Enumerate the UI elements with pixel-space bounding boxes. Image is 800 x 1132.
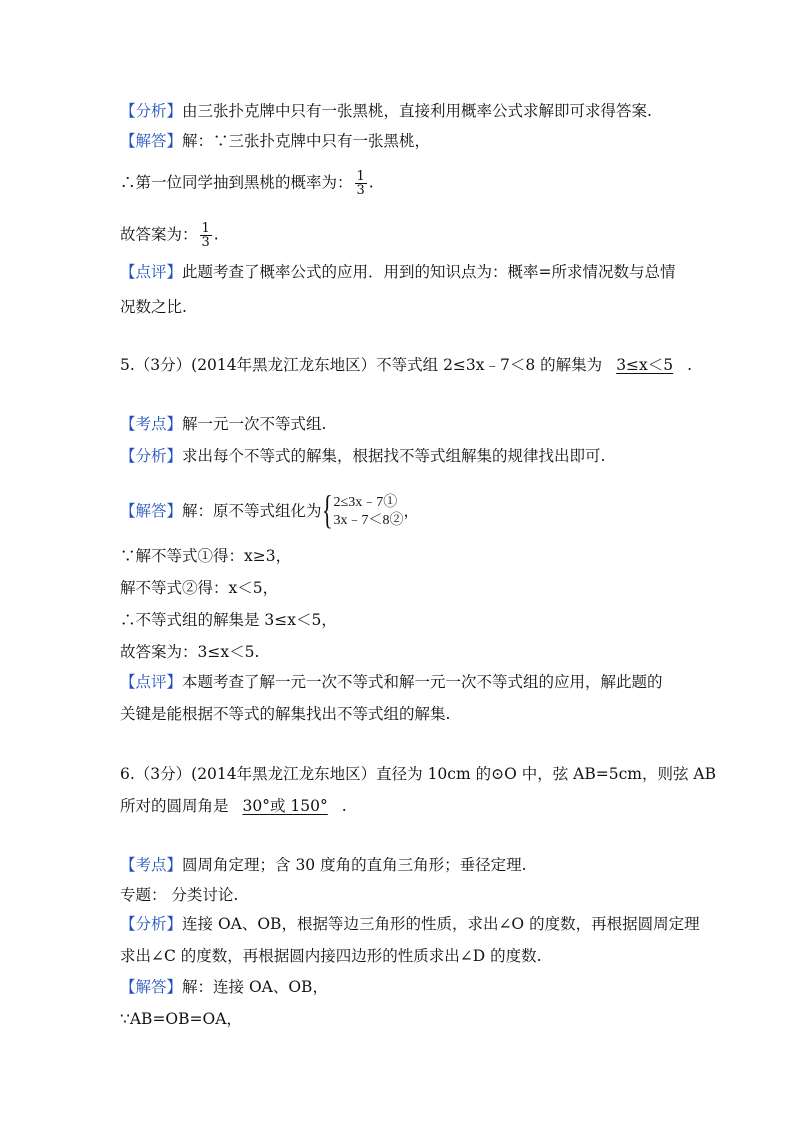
q5-comment-line2: 关键是能根据不等式的解集找出不等式组的解集.: [120, 705, 451, 723]
solution-tag: 【解答】: [120, 132, 183, 150]
q5-comment: [120, 672, 663, 692]
comment-text: 本题考查了解一元一次不等式和解一元一次不等式组的应用，解此题的: [182, 673, 663, 691]
comment-tag: 【点评】: [120, 673, 183, 691]
analysis-tag: 【分析】: [120, 102, 183, 120]
q6-stem-line2: [120, 796, 347, 816]
step-text: ∴第一位同学抽到黑桃的概率为：: [120, 173, 353, 192]
q4-solution: [120, 131, 430, 151]
fraction-numerator: 1: [201, 221, 210, 236]
analysis-tag: 【分析】: [120, 915, 183, 933]
q4-comment: [120, 262, 676, 282]
key-point-tag: 【考点】: [120, 856, 183, 874]
answer-text: 故答案为：: [120, 225, 198, 244]
answer-blank: 3≤x＜5: [616, 356, 674, 374]
inequality-1: 2≤3x﹣7①: [333, 495, 398, 510]
key-point-text: 圆周角定理；含 30 度角的直角三角形；垂径定理.: [182, 856, 527, 874]
analysis-tag: 【分析】: [120, 447, 183, 465]
q5-key-point: [120, 414, 326, 434]
q6-topic: 专题： 分类讨论.: [120, 886, 239, 904]
comment-tag: 【点评】: [120, 263, 183, 281]
inequality-system: [321, 487, 404, 532]
q4-analysis: [120, 101, 652, 121]
key-point-text: 解一元一次不等式组.: [182, 415, 327, 433]
analysis-text: 由三张扑克牌中只有一张黑桃，直接利用概率公式求解即可求得答案.: [182, 102, 652, 120]
q6-stem-line1: 6.（3分）(2014年黑龙江龙东地区）直径为 10cm 的⊙O 中，弦 AB=5cm，则弦 AB: [120, 765, 716, 783]
fraction-denominator: 3: [356, 183, 365, 198]
q5-analysis: [120, 446, 605, 466]
answer-suffix: .: [213, 225, 219, 244]
comment-text: 此题考查了概率公式的应用．用到的知识点为：概率=所求情况数与总情: [182, 263, 676, 281]
fraction-denominator: 3: [201, 235, 210, 250]
q5-step-4: 故答案为：3≤x＜5.: [120, 643, 260, 661]
q6-key-point: [120, 855, 527, 875]
fraction: [200, 222, 212, 249]
stem-suffix: .: [341, 797, 347, 815]
q4-comment-line2: 况数之比.: [120, 298, 187, 316]
inequality-2: 3x﹣7＜8②: [333, 513, 404, 528]
q4-probability-step: [120, 170, 374, 197]
key-point-tag: 【考点】: [120, 415, 183, 433]
system-suffix: ，: [403, 502, 420, 520]
q4-answer: [120, 222, 219, 249]
solution-tag: 【解答】: [120, 978, 183, 996]
q6-step-1: ∵AB=OB=OA，: [120, 1010, 242, 1028]
analysis-text: 连接 OA、OB，根据等边三角形的性质，求出∠O 的度数，再根据圆周定理: [182, 915, 700, 933]
solution-text: 解：连接 OA、OB，: [182, 978, 328, 996]
left-brace-icon: {: [321, 487, 333, 532]
fraction: [355, 170, 367, 197]
analysis-text: 求出每个不等式的解集，根据找不等式组解集的规律找出即可.: [182, 447, 606, 465]
q5-step-3: ∴不等式组的解集是 3≤x＜5，: [120, 611, 337, 629]
q6-analysis-line2: 求出∠C 的度数，再根据圆内接四边形的性质求出∠D 的度数.: [120, 947, 542, 965]
fraction-numerator: 1: [356, 169, 365, 184]
question-text: 5.（3分）(2014年黑龙江龙东地区）不等式组 2≤3x﹣7＜8 的解集为: [120, 356, 603, 374]
q6-analysis: [120, 914, 700, 934]
q5-step-2: 解不等式②得：x＜5，: [120, 579, 279, 597]
answer-blank: 30°或 150°: [242, 797, 328, 815]
q5-step-1: ∵解不等式①得：x≥3，: [120, 547, 292, 565]
solution-text: 解：∵三张扑克牌中只有一张黑桃，: [182, 132, 431, 150]
solution-text: 解：原不等式组化为: [182, 502, 322, 520]
q5-solution: [120, 487, 420, 532]
q6-solution: [120, 977, 328, 997]
q5-stem: [120, 355, 692, 375]
question-text: 所对的圆周角是: [120, 797, 229, 815]
step-suffix: .: [368, 173, 374, 192]
solution-tag: 【解答】: [120, 502, 183, 520]
stem-suffix: .: [687, 356, 693, 374]
